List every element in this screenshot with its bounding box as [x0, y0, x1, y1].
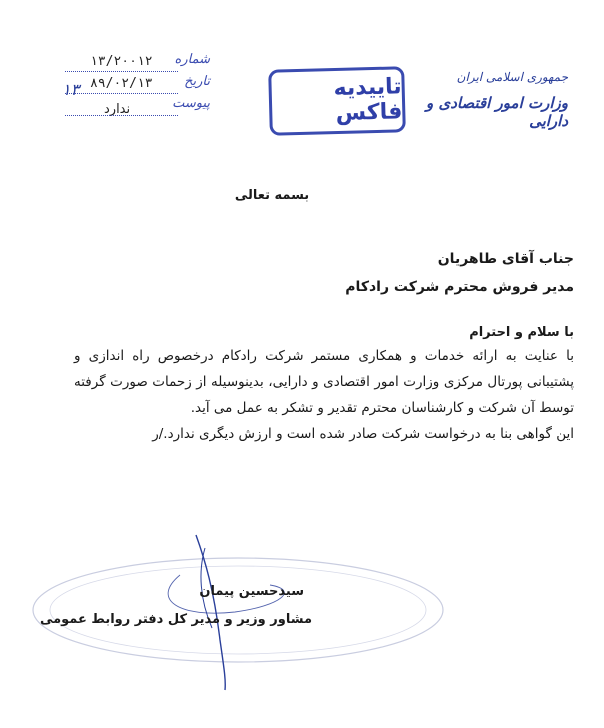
reference-block	[60, 52, 210, 118]
letterhead-country: جمهوری اسلامی ایران	[456, 70, 568, 84]
addressee-block	[74, 245, 574, 301]
reference-attachment-value: ندارد	[104, 102, 131, 117]
basmala-heading: بسمه تعالی	[234, 188, 310, 203]
reference-date-value: ۸۹/۰۲/۱۳	[90, 76, 153, 91]
handwritten-reference-mark: ۱۳	[62, 80, 80, 99]
reference-number-label: شماره	[174, 52, 210, 67]
addressee-title: مدیر فروش محترم شرکت رادکام	[345, 279, 574, 295]
body-paragraph-1: با عنایت به ارائه خدمات و همکاری مستمر شرکت رادکام درخصوص راه اندازی و پشتیبانی پورتال مرکزی وزارت امور اقتصادی و دارایی، بدینوسیله از زحمات صورت گرفته توسط آن شرکت و کارشناسان محترم تقدیر و تشکر به عمل می آید.	[74, 348, 574, 416]
signatory-title: مشاور وزیر و مدیر کل دفتر روابط عمومی	[39, 612, 312, 627]
reference-number-value: ۱۳/۲۰۰۱۲	[90, 54, 153, 69]
signatory-name: سیدحسین پیمان	[199, 584, 304, 599]
reference-attachment-label: پیوست	[172, 96, 210, 111]
letterhead-ministry: وزارت امور اقتصادی و دارایی	[426, 94, 568, 130]
reference-number-line	[65, 71, 178, 72]
reference-date-line	[65, 93, 178, 94]
letter-body	[74, 343, 574, 447]
body-paragraph-2: این گواهی بنا به درخواست شرکت صادر شده است و ارزش دیگری ندارد./ر	[152, 426, 574, 442]
addressee-name: جناب آقای طاهریان	[437, 251, 574, 267]
greeting-line: با سلام و احترام	[469, 325, 574, 340]
ministry-letterhead	[418, 70, 568, 130]
reference-number-row	[60, 52, 210, 74]
reference-date-row	[60, 74, 210, 96]
reference-date-label: تاریخ	[184, 74, 210, 89]
reference-attachment-row	[60, 96, 210, 118]
fax-confirmation-stamp: تاییدیه فاکس	[268, 66, 406, 136]
signature-block	[40, 578, 312, 634]
reference-attachment-line	[65, 115, 178, 116]
